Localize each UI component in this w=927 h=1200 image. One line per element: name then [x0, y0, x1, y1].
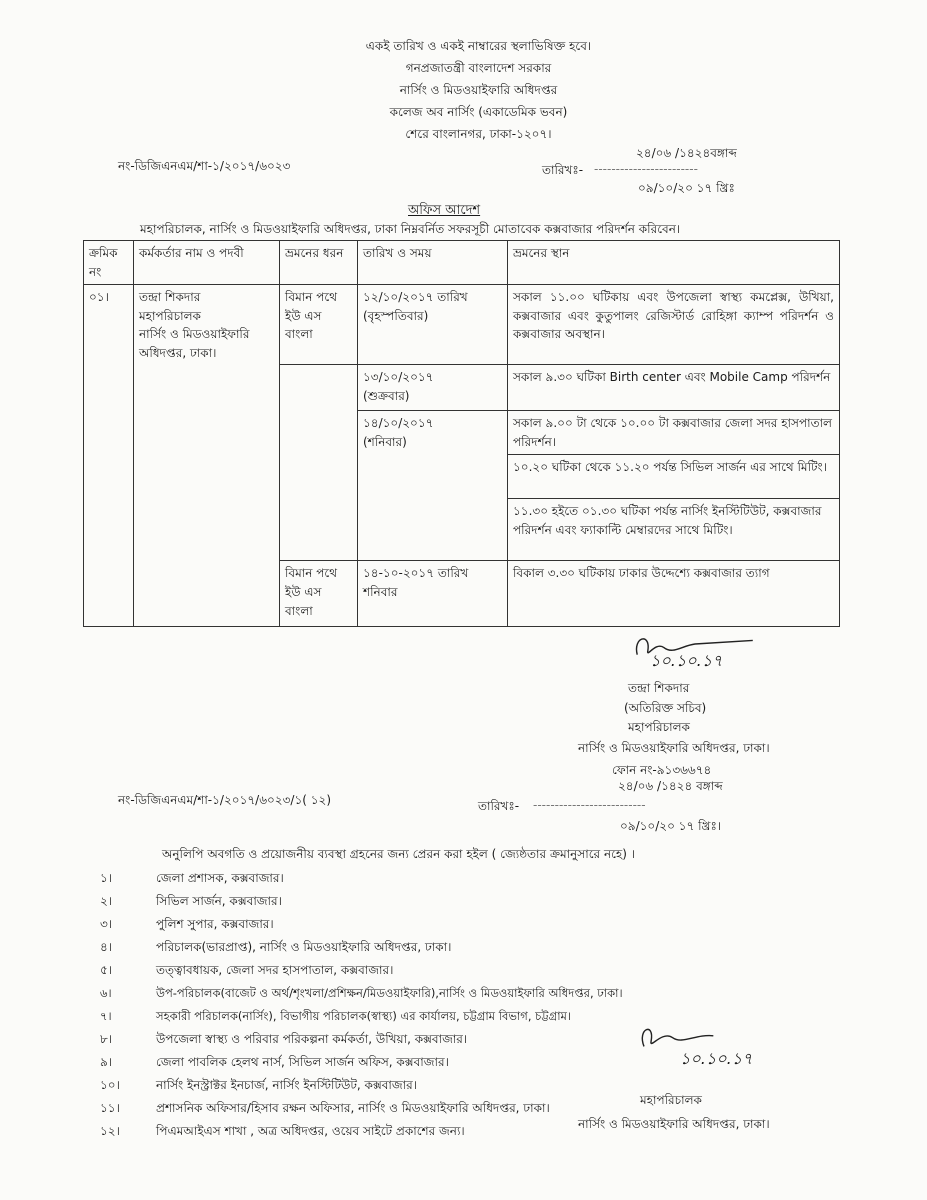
- copy-item-text: পুলিশ সুপার, কক্সবাজার।: [156, 917, 274, 931]
- copy-item-no: ১।: [100, 871, 113, 885]
- day1-day: (বৃহস্পতিবার): [363, 308, 429, 323]
- copy-item-no: ৮।: [100, 1032, 113, 1046]
- list-item: [100, 1031, 467, 1051]
- col-datetime: তারিখ ও সময়: [358, 241, 508, 285]
- officer-cell: [134, 285, 280, 627]
- memo2-date-english: ০৯/১০/২০ ১৭ খ্রিঃ।: [620, 819, 722, 833]
- signatory-office: নার্সিং ও মিডওয়াইফারি অধিদপ্তর, ঢাকা।: [578, 741, 770, 755]
- memo2-number: নং-ডিজিএনএম/শা-১/২০১৭/৬০২৩/১( ১২): [118, 793, 332, 807]
- copy-item-no: ৭।: [100, 1009, 112, 1023]
- copy-item-no: ৪।: [100, 940, 113, 954]
- list-item: [100, 985, 623, 1004]
- copy-item-text: পিএমআইএস শাখা , অত্র অধিদপ্তর, ওয়েব সাইটে প্রকাশের জন্য।: [156, 1124, 465, 1138]
- serial-cell: ০১।: [84, 285, 134, 627]
- memo2-date-bangla: ২৪/০৬ /১৪২৪ বঙ্গাব্দ: [618, 779, 723, 793]
- tour-schedule-table: [83, 240, 840, 627]
- list-item: [100, 1008, 571, 1027]
- officer-office: নার্সিং ও মিডওয়াইফারি: [139, 327, 250, 342]
- copy-item-no: ৩।: [100, 917, 113, 931]
- header-address: শেরে বাংলানগর, ঢাকা-১২০৭।: [405, 127, 552, 141]
- signatory-name: তন্দ্রা শিকদার: [628, 681, 690, 695]
- copy-item-no: ১০।: [100, 1078, 120, 1092]
- officer-title: মহাপরিচালক: [139, 308, 201, 323]
- copy-item-text: জেলা পাবলিক হেলথ নার্স, সিভিল সার্জন অফিস, কক্সবাজার।: [156, 1055, 449, 1069]
- signatory-rank: (অতিরিক্ত সচিব): [624, 701, 707, 715]
- memo2-dash-line: --------------------------: [533, 798, 646, 812]
- day1-date: ১২/১০/২০১৭ তারিখ: [363, 290, 468, 305]
- day2-day: (শুক্রবার): [363, 388, 410, 403]
- copy-item-no: ৯।: [100, 1055, 113, 1069]
- col-travel: ভ্রমনের ধরন: [280, 241, 358, 285]
- order-title: অফিস আদেশ: [408, 203, 481, 218]
- date-dash-line: ------------------------: [594, 162, 698, 176]
- signatory-title: মহাপরিচালক: [628, 720, 690, 734]
- return-date-cell: [358, 561, 508, 627]
- travel-empty-cell: [280, 365, 358, 561]
- list-item: [100, 893, 282, 913]
- copy-item-no: ১১।: [100, 1101, 120, 1115]
- copy-intro: অনুলিপি অবগতি ও প্রয়োজনীয় ব্যবস্থা গ্রহনের জন্য প্রেরন করা হইল ( জ্যেষ্ঠতার ক্রমানুসারে নহে) ।: [162, 847, 636, 861]
- day3-date-cell: [358, 411, 508, 561]
- return-day: শনিবার: [363, 584, 398, 599]
- copy-item-text: তত্ত্বাবধায়ক, জেলা সদর হাসপাতাল, কক্সবাজার।: [156, 963, 394, 977]
- travel-out-cell: বিমান পথে ইউ এস বাংলা: [280, 285, 358, 365]
- day1-date-cell: [358, 285, 508, 365]
- day3-date: ১৪/১০/২০১৭: [363, 416, 434, 431]
- memo-date-bangla: ২৪/০৬ /১৪২৪বঙ্গাব্দ: [636, 146, 737, 160]
- col-officer: কর্মকর্তার নাম ও পদবী: [134, 241, 280, 285]
- header-college: কলেজ অব নার্সিং (একাডেমিক ভবন): [389, 105, 568, 119]
- copy-item-text: পরিচালক(ভারপ্রাপ্ত), নার্সিং ও মিডওয়াইফারি অধিদপ্তর, ঢাকা।: [156, 940, 452, 954]
- list-item: [100, 916, 274, 936]
- signatory-phone: ফোন নং-৯১৩৬৬৭৪: [612, 763, 712, 777]
- day3-place-cell-1: সকাল ৯.০০ টা থেকে ১০.০০ টা কক্সবাজার জেলা সদর হাসপাতাল পরিদর্শন।: [508, 411, 840, 455]
- copy-item-no: ১২।: [100, 1124, 120, 1138]
- list-item: [100, 962, 393, 982]
- day1-place-cell: সকাল ১১.০০ ঘটিকায় এবং উপজেলা স্বাস্থ্য কমপ্লেক্স, উখিয়া, কক্সবাজার এবং কুতুপালং রেজিস্টার্ড রোহিঙ্গা ক্যাম্প পরিদর্শন ও কক্সবাজার অবস্থান।: [508, 285, 840, 365]
- list-item: [100, 939, 451, 959]
- order-intro: মহাপরিচালক, নার্সিং ও মিডওয়াইফারি অধিদপ্তর, ঢাকা নিম্নবর্নিত সফরসূচী মোতাবেক কক্সবাজার পরিদর্শন করিবেন।: [140, 222, 681, 236]
- table-header-row: [84, 241, 840, 285]
- header-government: গনপ্রজাতন্ত্রী বাংলাদেশ সরকার: [405, 61, 552, 75]
- list-item: [100, 1054, 449, 1074]
- day2-date: ১৩/১০/২০১৭: [363, 370, 434, 385]
- officer-office-2: অধিদপ্তর, ঢাকা।: [139, 345, 217, 360]
- return-place-cell: বিকাল ৩.৩০ ঘটিকায় ঢাকার উদ্দেশ্যে কক্সবাজার ত্যাগ: [508, 561, 840, 627]
- list-item: [100, 870, 284, 890]
- col-serial: ক্রমিক নং: [84, 241, 134, 285]
- memo-number: নং-ডিজিএনএম/শা-১/২০১৭/৬০২৩: [118, 159, 291, 173]
- copy-item-no: ৫।: [100, 963, 113, 977]
- memo2-date-label: তারিখঃ-: [478, 799, 520, 813]
- copy-item-text: সহকারী পরিচালক(নার্সিং), বিভাগীয় পরিচালক(স্বাস্থ্য) এর কার্যালয়, চট্টগ্রাম বিভাগ, চট্টগ্রাম।: [156, 1009, 572, 1023]
- copy-item-no: ২।: [100, 894, 113, 908]
- copy-item-text: উপজেলা স্বাস্থ্য ও পরিবার পরিকল্পনা কর্মকর্তা, উখিয়া, কক্সবাজার।: [156, 1032, 468, 1046]
- list-item: [100, 1123, 465, 1143]
- memo-date-label: তারিখঃ-: [542, 163, 584, 177]
- copy-item-text: সিভিল সার্জন, কক্সবাজার।: [156, 894, 282, 908]
- travel-return-cell: বিমান পথে ইউ এস বাংলা: [280, 561, 358, 627]
- day2-place-cell: সকাল ৯.৩০ ঘটিকা Birth center এবং Mobile Camp পরিদর্শন: [508, 365, 840, 411]
- signatory-2-title: মহাপরিচালক: [640, 1093, 702, 1107]
- list-item: [100, 1077, 417, 1097]
- officer-name: তন্দ্রা শিকদার: [139, 290, 201, 305]
- day2-date-cell: [358, 365, 508, 411]
- signature-2-handwritten-date: ১০.১০.১৭: [680, 1049, 753, 1068]
- signatory-2-office: নার্সিং ও মিডওয়াইফারি অধিদপ্তর, ঢাকা।: [578, 1117, 770, 1131]
- memo-date-english: ০৯/১০/২০ ১৭ খ্রিঃ: [638, 181, 735, 195]
- day3-place-cell-2: ১০.২০ ঘটিকা থেকে ১১.২০ পর্যন্ত সিভিল সার্জন এর সাথে মিটিং।: [508, 455, 840, 499]
- replacement-note: একই তারিখ ও একই নাম্বারের স্থলাভিষিক্ত হবে।: [365, 39, 592, 53]
- header-directorate: নার্সিং ও মিডওয়াইফারি অধিদপ্তর: [399, 83, 558, 97]
- copy-item-no: ৬।: [100, 986, 112, 1000]
- day3-day: (শনিবার): [363, 434, 407, 449]
- list-item: [100, 1100, 550, 1120]
- return-date: ১৪-১০-২০১৭ তারিখ: [363, 566, 469, 581]
- col-place: ভ্রমনের স্থান: [508, 241, 840, 285]
- signature-handwritten-date: ১০.১০.১৭: [650, 651, 723, 670]
- table-row: [84, 285, 840, 365]
- copy-item-text: নার্সিং ইনস্ট্রাক্টর ইনচার্জ, নার্সিং ইনস্টিটিউট, কক্সবাজার।: [156, 1078, 418, 1092]
- copy-item-text: উপ-পরিচালক(বাজেট ও অর্থ/শৃংখলা/প্রশিক্ষন/মিডওয়াইফারি),নার্সিং ও মিডওয়াইফারি অধিদপ্তর, ঢাকা।: [156, 986, 623, 1000]
- day3-place-cell-3: ১১.৩০ হইতে ০১.৩০ ঘটিকা পর্যন্ত নার্সিং ইনস্টিটিউট, কক্সবাজার পরিদর্শন এবং ফ্যাকাল্টি মেম্বারদের সাথে মিটিং।: [508, 499, 840, 561]
- copy-item-text: জেলা প্রশাসক, কক্সবাজার।: [156, 871, 284, 885]
- copy-item-text: প্রশাসনিক অফিসার/হিসাব রক্ষন অফিসার, নার্সিং ও মিডওয়াইফারি অধিদপ্তর, ঢাকা।: [156, 1101, 550, 1115]
